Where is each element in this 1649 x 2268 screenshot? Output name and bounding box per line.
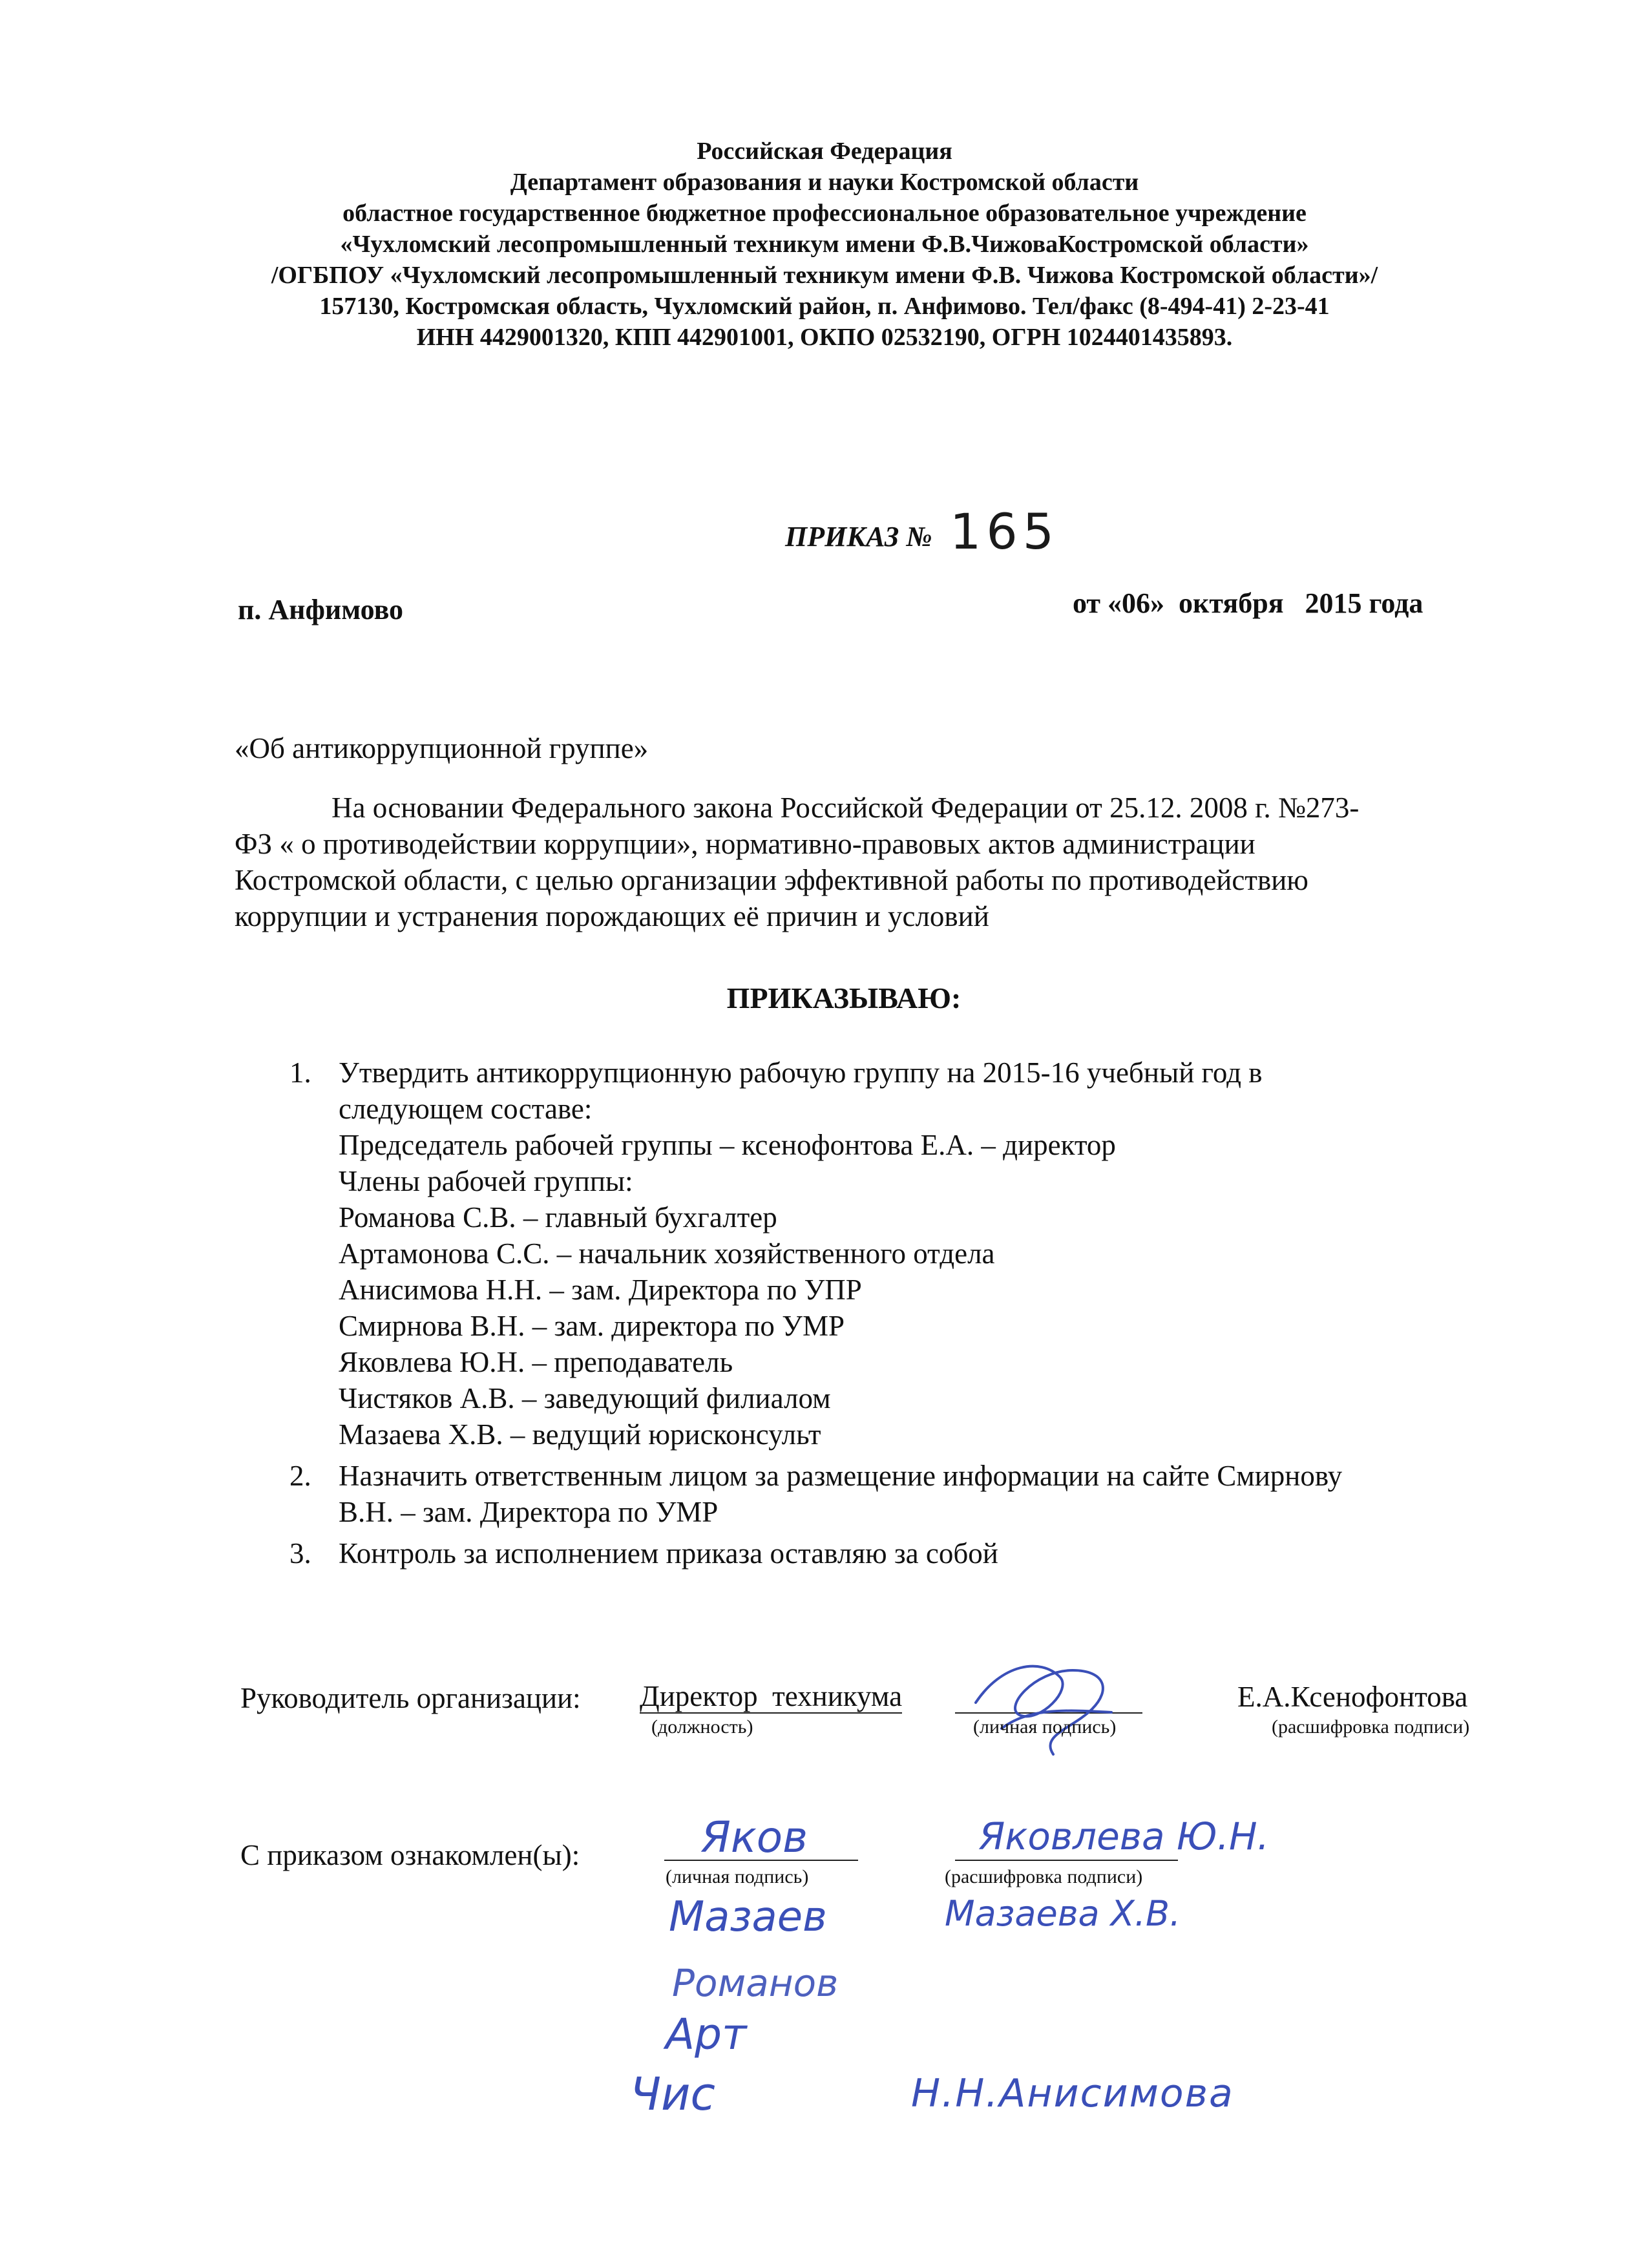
preamble-line: На основании Федерального закона Российской Федерации от 25.12. 2008 г. №273- xyxy=(331,792,1360,824)
command-heading: ПРИКАЗЫВАЮ: xyxy=(726,982,961,1014)
ack-signature-caption: (личная подпись) xyxy=(666,1866,809,1887)
director-signature xyxy=(963,1651,1131,1761)
item-line: Анисимова Н.Н. – зам. Директора по УПР xyxy=(339,1274,862,1306)
header-country: Российская Федерация xyxy=(697,138,952,165)
list-item xyxy=(289,1535,1517,1571)
header-department: Департамент образования и науки Костромской области xyxy=(510,169,1139,196)
list-item xyxy=(289,1055,1517,1453)
header-requisites: ИНН 4429001320, КПП 442901001, ОКПО 02532190, ОГРН 1024401435893. xyxy=(416,324,1233,351)
ack-name-line xyxy=(955,1860,1178,1861)
name-caption: (расшифровка подписи) xyxy=(1272,1716,1470,1738)
handwritten-name: Яковлева Ю.Н. xyxy=(979,1814,1270,1858)
preamble-line: Костромской области, с целью организации эффективной работы по противодействию xyxy=(235,864,1308,896)
handwritten-signature: Чис xyxy=(630,2068,715,2121)
director-name: Е.А.Ксенофонтова xyxy=(1237,1681,1468,1713)
ack-name-caption: (расшифровка подписи) xyxy=(945,1866,1143,1887)
preamble-line: коррупции и устранения порождающих её причин и условий xyxy=(235,900,989,932)
handwritten-name: Мазаева Х.В. xyxy=(945,1893,1181,1934)
item-number: 2. xyxy=(289,1460,311,1492)
signature-position: Директор техникума xyxy=(640,1680,903,1712)
order-number: 165 xyxy=(950,503,1060,560)
handwritten-name: Н.Н.Анисимова xyxy=(911,2071,1234,2116)
signature-caption: (личная подпись) xyxy=(973,1716,1117,1738)
handwritten-signature: Арт xyxy=(666,2010,747,2059)
item-line: В.Н. – зам. Директора по УМР xyxy=(339,1496,719,1528)
order-title: ПРИКАЗ № xyxy=(785,521,932,552)
position-caption: (должность) xyxy=(651,1716,753,1738)
item-line: Председатель рабочей группы – ксенофонтова Е.А. – директор xyxy=(339,1129,1116,1161)
handwritten-signature: Мазаев xyxy=(669,1893,827,1941)
list-item xyxy=(289,1458,1517,1530)
item-line: Мазаева Х.В. – ведущий юрисконсульт xyxy=(339,1418,821,1451)
order-subject: «Об антикоррупционной группе» xyxy=(235,732,649,764)
header-institution-type: областное государственное бюджетное профессиональное образовательное учреждение xyxy=(342,200,1307,227)
handwritten-signature: Романов xyxy=(672,1961,839,2005)
item-line: Артамонова С.С. – начальник хозяйственного отдела xyxy=(339,1237,995,1270)
item-line: Члены рабочей группы: xyxy=(339,1165,633,1197)
item-number: 1. xyxy=(289,1056,311,1089)
header-address: 157130, Костромская область, Чухломский район, п. Анфимово. Тел/факс (8-494-41) 2-23-41 xyxy=(319,293,1330,320)
header-institution-name: «Чухломский лесопромышленный техникум имени Ф.В.ЧижоваКостромской области» xyxy=(340,231,1309,258)
item-line: следующем составе: xyxy=(339,1093,593,1125)
item-line: Романова С.В. – главный бухгалтер xyxy=(339,1201,777,1234)
order-place: п. Анфимово xyxy=(238,594,404,625)
item-line: Утвердить антикоррупционную рабочую группу на 2015-16 учебный год в xyxy=(339,1056,1263,1089)
preamble-line: ФЗ « о противодействии коррупции», нормативно-правовых актов администрации xyxy=(235,828,1255,860)
item-line: Чистяков А.В. – заведующий филиалом xyxy=(339,1382,831,1414)
preamble xyxy=(235,790,1501,934)
order-items xyxy=(289,1055,1517,1571)
item-line: Назначить ответственным лицом за размещение информации на сайте Смирнову xyxy=(339,1460,1343,1492)
handwritten-signature: Яков xyxy=(701,1812,808,1862)
signature-label: Руководитель организации: xyxy=(240,1682,581,1714)
order-date: от «06» октября 2015 года xyxy=(1073,587,1423,619)
item-line: Яковлева Ю.Н. – преподаватель xyxy=(339,1346,733,1378)
item-line: Смирнова В.Н. – зам. директора по УМР xyxy=(339,1310,845,1342)
item-line: Контроль за исполнением приказа оставляю за собой xyxy=(339,1537,998,1570)
item-number: 3. xyxy=(289,1537,311,1570)
acknowledged-label: С приказом ознакомлен(ы): xyxy=(240,1839,580,1871)
header-institution-abbr: /ОГБПОУ «Чухломский лесопромышленный техникум имени Ф.В. Чижова Костромской области»/ xyxy=(271,262,1378,289)
